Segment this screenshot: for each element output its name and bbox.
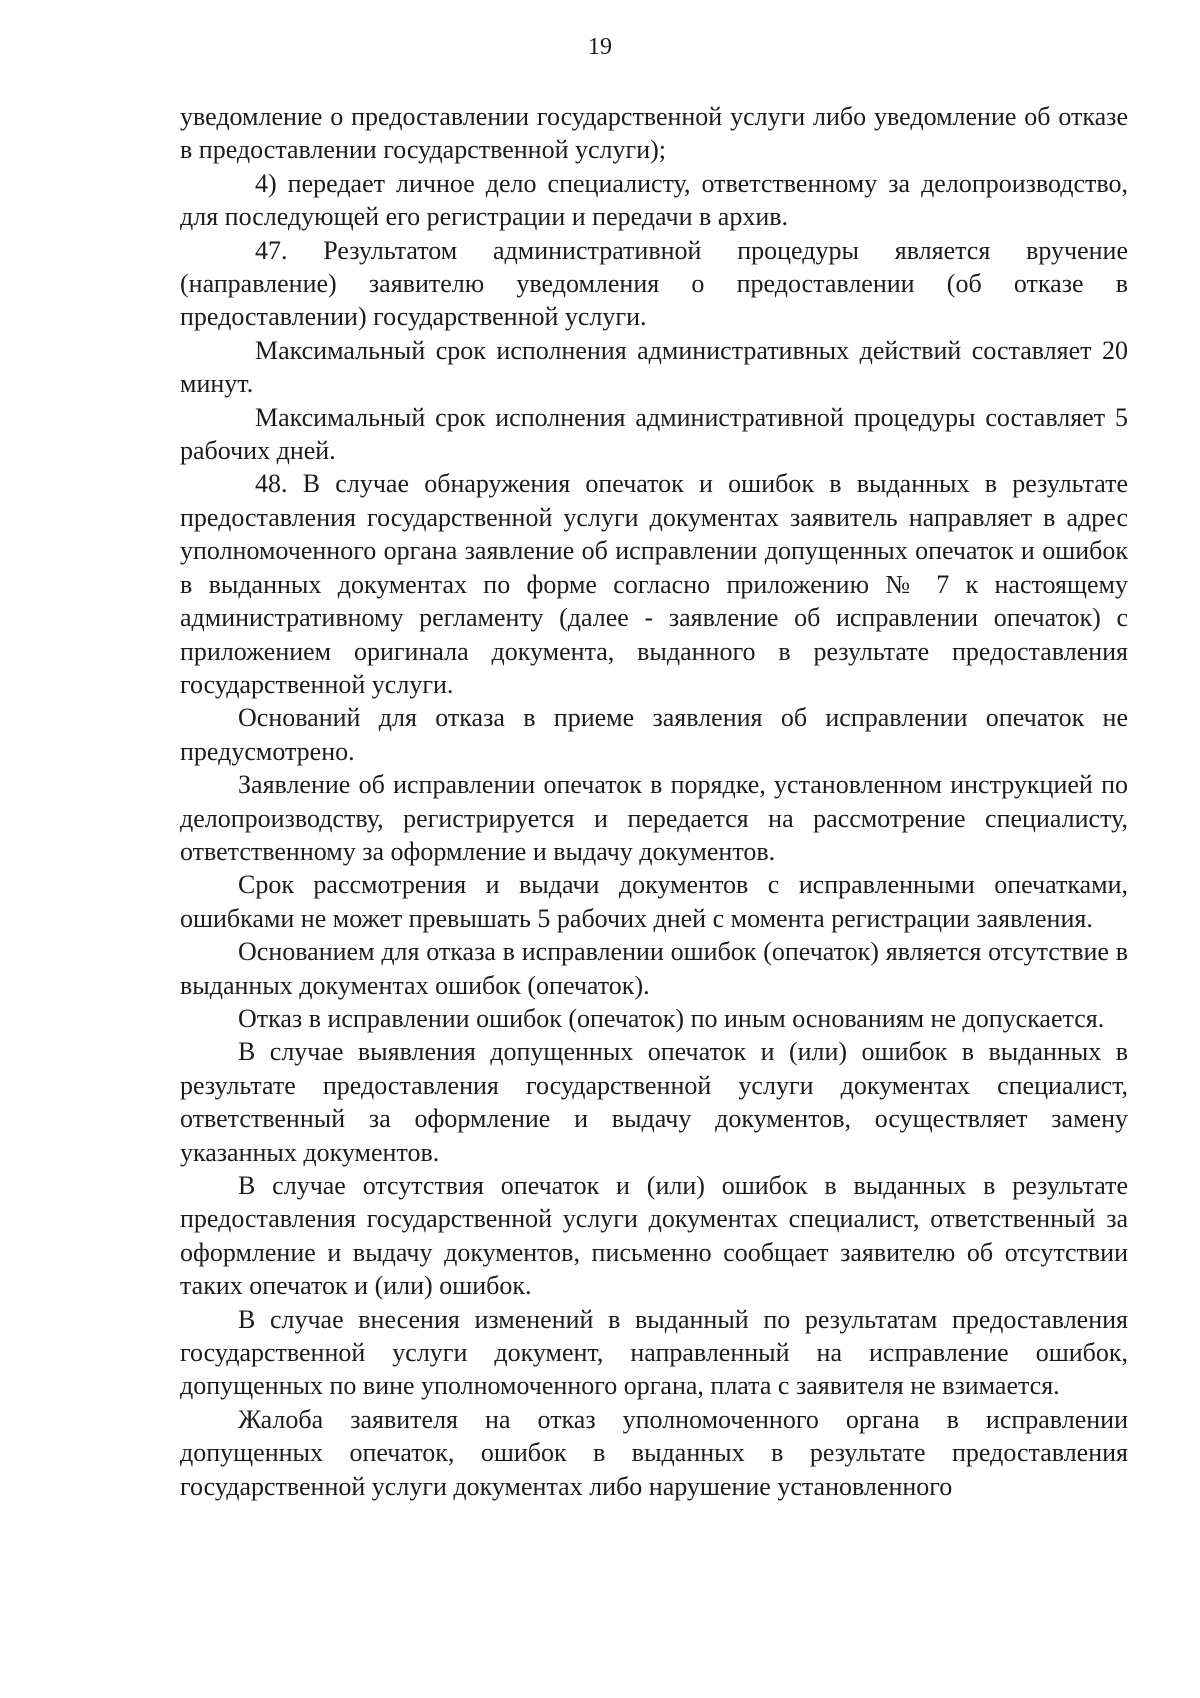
paragraph-48: 48. В случае обнаружения опечаток и ошибок в выданных в результате предоставления государственной услуги документах заявитель направляет в адрес уполномоченного органа заявление об исправлении допущенных опечаток и ошибок в выданных документах по форме согласно приложению № 7 к настоящему административному регламенту (далее - заявление об исправлении опечаток) с приложением оригинала документа, выданного в результате предоставления государственной услуги.	[180, 469, 1128, 699]
paragraph-replacement: В случае выявления допущенных опечаток и (или) ошибок в выданных в результате предоставления государственной услуги документах специалист, ответственный за оформление и выдачу документов, осуществляет замену указанных документов.	[180, 1037, 1128, 1167]
paragraph-no-grounds: Оснований для отказа в приеме заявления об исправлении опечаток не предусмотрено.	[180, 703, 1128, 766]
paragraph-47: 47. Результатом административной процедуры является вручение (направление) заявителю уведомления о предоставлении (об отказе в предоставлении) государственной услуги.	[180, 235, 1128, 332]
paragraph-max-time-procedure: Максимальный срок исполнения административной процедуры составляет 5 рабочих дней.	[180, 402, 1128, 466]
paragraph-review-term: Срок рассмотрения и выдачи документов с исправленными опечатками, ошибками не может превышать 5 рабочих дней с момента регистрации заявления.	[180, 870, 1128, 933]
page-number: 19	[588, 34, 612, 60]
paragraph-complaint: Жалоба заявителя на отказ уполномоченного органа в исправлении допущенных опечаток, ошибок в выданных в результате предоставления государственной услуги документах либо нарушение установленного	[180, 1404, 1128, 1501]
document-body	[180, 100, 1128, 1503]
paragraph-item-4: 4) передает личное дело специалисту, ответственному за делопроизводство, для последующей его регистрации и передачи в архив.	[180, 168, 1128, 232]
paragraph-no-fee: В случае внесения изменений в выданный по результатам предоставления государственной услуги документ, направленный на исправление ошибок, допущенных по вине уполномоченного органа, плата с заявителя не взимается.	[180, 1304, 1128, 1401]
paragraph-refusal-other: Отказ в исправлении ошибок (опечаток) по иным основаниям не допускается.	[238, 1003, 1105, 1033]
paragraph-continuation: уведомление о предоставлении государственной услуги либо уведомление об отказе в предоставлении государственной услуги);	[180, 102, 1128, 165]
paragraph-max-time-actions: Максимальный срок исполнения административных действий составляет 20 минут.	[180, 335, 1128, 399]
paragraph-refusal-basis: Основанием для отказа в исправлении ошибок (опечаток) является отсутствие в выданных документах ошибок (опечаток).	[180, 937, 1128, 1000]
paragraph-no-errors: В случае отсутствия опечаток и (или) ошибок в выданных в результате предоставления государственной услуги документах специалист, ответственный за оформление и выдачу документов, письменно сообщает заявителю об отсутствии таких опечаток и (или) ошибок.	[180, 1171, 1128, 1301]
paragraph-registration: Заявление об исправлении опечаток в порядке, установленном инструкцией по делопроизводству, регистрируется и передается на рассмотрение специалисту, ответственному за оформление и выдачу документов.	[180, 770, 1128, 866]
